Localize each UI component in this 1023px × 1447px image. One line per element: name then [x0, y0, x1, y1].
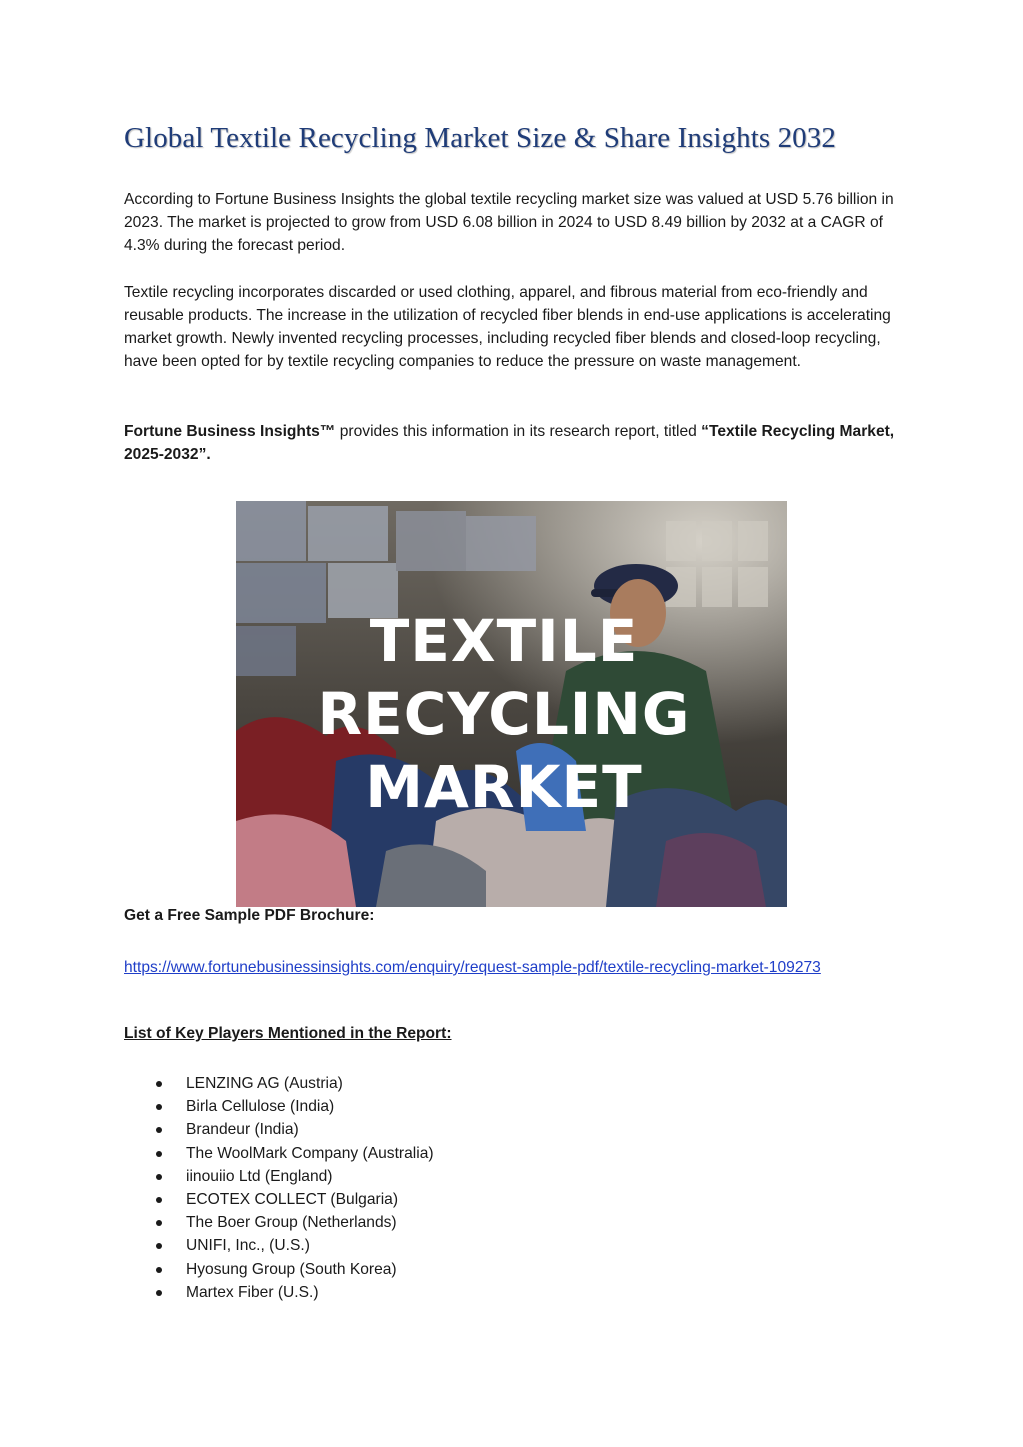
bullet-icon [156, 1220, 162, 1226]
hero-image [236, 501, 787, 907]
brochure-link[interactable]: https://www.fortunebusinessinsights.com/enquiry/request-sample-pdf/textile-recycling-market-109273 [124, 959, 821, 976]
bullet-icon [156, 1174, 162, 1180]
hero-image-illustration [236, 501, 787, 907]
list-item: ECOTEX COLLECT (Bulgaria) [124, 1188, 434, 1211]
hero-overlay-line-2: RECYCLING [317, 680, 691, 748]
brochure-label: Get a Free Sample PDF Brochure: [124, 907, 375, 924]
bullet-icon [156, 1290, 162, 1296]
bullet-icon [156, 1197, 162, 1203]
bullet-icon [156, 1127, 162, 1133]
source-brand: Fortune Business Insights™ [124, 423, 336, 440]
list-item: iinouiio Ltd (England) [124, 1165, 434, 1188]
bullet-icon [156, 1243, 162, 1249]
list-item: The WoolMark Company (Australia) [124, 1142, 434, 1165]
report-title: “Textile Recycling Market, 2025-2032”. [124, 423, 895, 463]
list-item: Brandeur (India) [124, 1118, 434, 1141]
list-item: Martex Fiber (U.S.) [124, 1281, 434, 1304]
bullet-icon [156, 1081, 162, 1087]
source-middle-text: provides this information in its research report, titled [335, 423, 702, 440]
bullet-icon [156, 1151, 162, 1157]
list-item: The Boer Group (Netherlands) [124, 1211, 434, 1234]
key-players-list [124, 1072, 434, 1304]
hero-overlay-line-1: TEXTILE [369, 607, 639, 675]
hero-overlay-line-3: MARKET [365, 753, 643, 821]
intro-paragraph: According to Fortune Business Insights the global textile recycling market size was valued at USD 5.76 billion in 2023. The market is projected to grow from USD 6.08 billion in 2024 to USD 8.49 billion by 2032 at a CAGR of 4.3% during the forecast period. [124, 191, 894, 254]
bullet-icon [156, 1267, 162, 1273]
bullet-icon [156, 1104, 162, 1110]
page-title: Global Textile Recycling Market Size & Share Insights 2032 [124, 122, 836, 154]
source-paragraph [124, 420, 896, 466]
list-item: Hyosung Group (South Korea) [124, 1258, 434, 1281]
key-players-heading: List of Key Players Mentioned in the Report: [124, 1025, 452, 1042]
list-item: Birla Cellulose (India) [124, 1095, 434, 1118]
list-item: UNIFI, Inc., (U.S.) [124, 1234, 434, 1257]
description-paragraph: Textile recycling incorporates discarded or used clothing, apparel, and fibrous material from eco-friendly and reusable products. The increase in the utilization of recycled fiber blends in end-use applications is accelerating market growth. Newly invented recycling processes, including recycled fiber blends and closed-loop recycling, have been opted for by textile recycling companies to reduce the pressure on waste management. [124, 284, 891, 370]
list-item: LENZING AG (Austria) [124, 1072, 434, 1095]
